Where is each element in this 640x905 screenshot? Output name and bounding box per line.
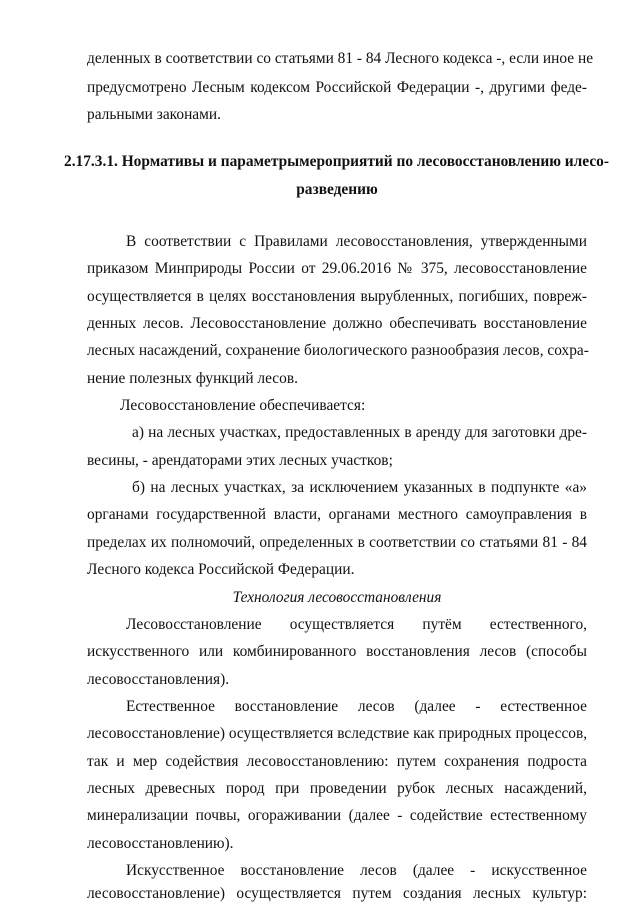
text-line: так и мер содействия лесовосстановлению: путем сохранения подроста <box>87 753 587 770</box>
text-line: пределах их полномочий, определенных в соответствии со статьями 81 - 84 <box>87 534 587 551</box>
text-line: ральными законами. <box>87 106 221 123</box>
text-line: весины, - арендаторами этих лесных участков; <box>87 452 393 469</box>
text-line: органами государственной власти, органами местного самоуправления в <box>87 506 587 523</box>
text-line: лесовосстановления). <box>87 671 230 688</box>
paragraph-first-line: В соответствии с Правилами лесовосстановления, утвержденными <box>126 233 587 250</box>
subsection-title: Технология лесовосстановления <box>232 589 442 606</box>
paragraph-first-line: Лесовосстановление осуществляется путём естественного, <box>126 616 587 633</box>
text-line: Лесного кодекса Российской Федерации. <box>87 561 355 578</box>
text-line: минерализации почвы, огораживании (далее - содействие естественному <box>87 807 587 824</box>
section-heading-continuation: разведению <box>296 181 378 198</box>
paragraph-first-line: Естественное восстановление лесов (далее - естественное <box>126 698 587 715</box>
text-line: денных лесов. Лесовосстановление должно обеспечивать восстановление <box>87 315 587 332</box>
text-line: лесовосстановлению). <box>87 835 234 852</box>
text-line: нение полезных функций лесов. <box>87 370 298 387</box>
list-item-b: б) на лесных участках, за исключением указанных в подпункте «а» <box>132 479 587 496</box>
text-line: лесных насаждений, сохранение биологического разнообразия лесов, сохра- <box>87 342 589 359</box>
text-line: лесовосстановление) осуществляется вследствие как природных процессов, <box>87 725 588 742</box>
text-line: лесных древесных пород при проведении рубок лесных насаждений, <box>87 780 587 797</box>
text-line: предусмотрено Лесным кодексом Российской Федерации -, другими феде- <box>87 79 587 96</box>
paragraph-first-line: Искусственное восстановление лесов (далее - искусственное <box>126 862 587 879</box>
text-line: искусственного или комбинированного восстановления лесов (способы <box>87 643 587 660</box>
list-item-a: а) на лесных участках, предоставленных в аренду для заготовки дре- <box>132 424 587 441</box>
paragraph-first-line: Лесовосстановление обеспечивается: <box>120 397 366 414</box>
section-heading: 2.17.3.1. Нормативы и параметрымероприятий по лесовосстановлению илесо- <box>64 153 609 170</box>
text-line: деленных в соответствии со статьями 81 - 84 Лесного кодекса -, если иное не <box>87 50 594 67</box>
text-line: приказом Минприроды России от 29.06.2016 № 375, лесовосстановление <box>87 260 587 277</box>
text-line: осуществляется в целях восстановления вырубленных, погибших, повреж- <box>87 288 587 305</box>
text-line: лесовосстановление) осуществляется путем создания лесных культур: <box>87 885 587 902</box>
